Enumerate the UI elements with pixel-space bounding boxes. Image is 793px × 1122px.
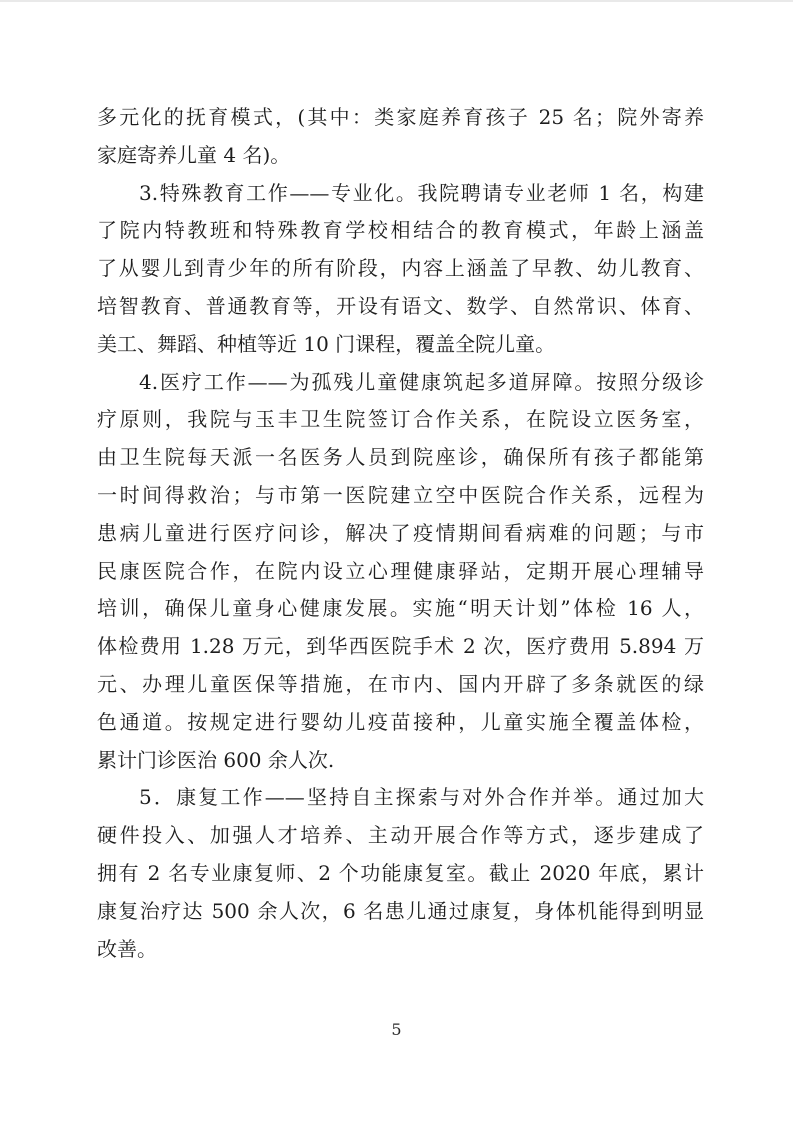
text-line: 色通道。按规定进行婴幼儿疫苗接种，儿童实施全覆盖体检， — [97, 709, 704, 734]
text-line: 民康医院合作，在院内设立心理健康驿站，定期开展心理辅导 — [97, 558, 704, 583]
text-line: 康复治疗达 500 余人次，6 名患儿通过康复，身体机能得到明显 — [97, 898, 704, 923]
text-line: 了从婴儿到青少年的所有阶段，内容上涵盖了早教、幼儿教育、 — [97, 256, 704, 281]
text-line: 3.特殊教育工作——专业化。我院聘请专业老师 1 名，构建 — [139, 180, 704, 205]
text-line: 4.医疗工作——为孤残儿童健康筑起多道屏障。按照分级诊 — [139, 369, 704, 394]
page-top-edge-divider — [0, 0, 793, 2]
text-line: 5．康复工作——坚持自主探索与对外合作并举。通过加大 — [139, 785, 704, 810]
text-line: 家庭寄养儿童 4 名)。 — [97, 142, 291, 167]
text-line: 改善。 — [97, 936, 157, 961]
text-line: 培训，确保儿童身心健康发展。实施“明天计划”体检 16 人， — [97, 596, 704, 621]
text-line: 了院内特教班和特殊教育学校相结合的教育模式，年龄上涵盖 — [97, 218, 704, 243]
text-line: 多元化的抚育模式，(其中：类家庭养育孩子 25 名；院外寄养 — [97, 105, 704, 129]
text-line: 疗原则，我院与玉丰卫生院签订合作关系，在院设立医务室， — [97, 407, 704, 432]
text-line: 患病儿童进行医疗问诊，解决了疫情期间看病难的问题；与市 — [97, 520, 704, 545]
document-body — [97, 99, 704, 968]
page-number: 5 — [391, 1020, 402, 1039]
text-line: 元、办理儿童医保等措施，在市内、国内开辟了多条就医的绿 — [97, 671, 704, 696]
text-line: 一时间得救治；与市第一医院建立空中医院合作关系，远程为 — [97, 482, 704, 507]
text-line: 累计门诊医治 600 余人次. — [97, 747, 335, 772]
text-line: 美工、舞蹈、种植等近 10 门课程，覆盖全院儿童。 — [97, 331, 556, 356]
text-line: 由卫生院每天派一名医务人员到院座诊，确保所有孩子都能第 — [97, 445, 704, 470]
text-line: 拥有 2 名专业康复师、2 个功能康复室。截止 2020 年底，累计 — [97, 860, 704, 885]
text-line: 培智教育、普通教育等，开设有语文、数学、自然常识、体育、 — [97, 293, 704, 318]
text-line: 硬件投入、加强人才培养、主动开展合作等方式，逐步建成了 — [97, 823, 704, 848]
text-line: 体检费用 1.28 万元，到华西医院手术 2 次，医疗费用 5.894 万 — [97, 634, 704, 659]
